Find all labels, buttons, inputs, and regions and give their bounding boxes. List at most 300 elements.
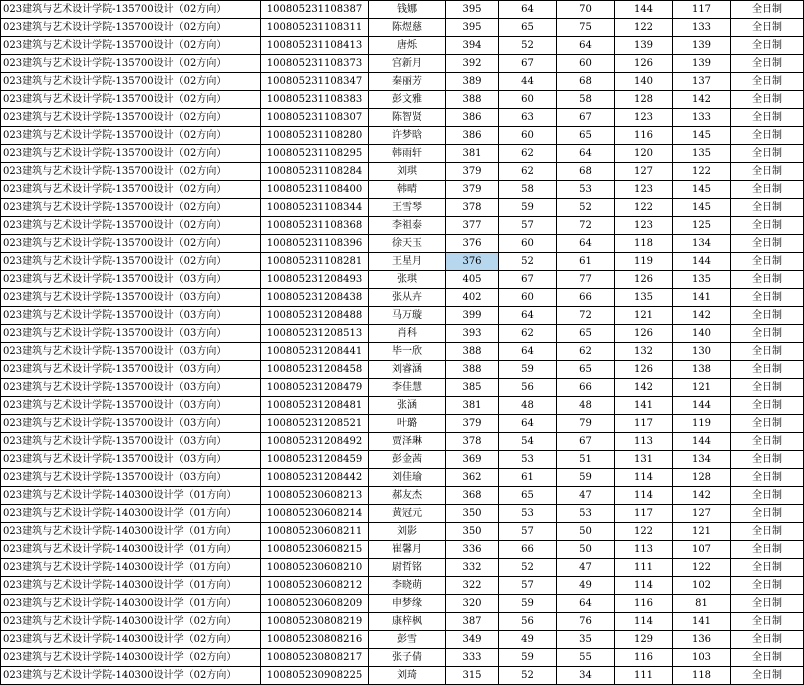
- subject2-score-cell[interactable]: 119: [673, 415, 731, 433]
- english-score-cell[interactable]: 66: [557, 289, 615, 307]
- english-score-cell[interactable]: 61: [557, 253, 615, 271]
- study-mode-cell[interactable]: 全日制: [731, 325, 804, 343]
- study-mode-cell[interactable]: 全日制: [731, 199, 804, 217]
- subject2-score-cell[interactable]: 140: [673, 325, 731, 343]
- study-mode-cell[interactable]: 全日制: [731, 289, 804, 307]
- total-score-cell[interactable]: 388: [446, 361, 499, 379]
- exam-number-cell[interactable]: 100805230608214: [261, 505, 369, 523]
- total-score-cell[interactable]: 332: [446, 559, 499, 577]
- subject2-score-cell[interactable]: 145: [673, 127, 731, 145]
- exam-number-cell[interactable]: 100805231208492: [261, 433, 369, 451]
- total-score-cell[interactable]: 388: [446, 91, 499, 109]
- politics-score-cell[interactable]: 65: [499, 19, 557, 37]
- total-score-cell[interactable]: 322: [446, 577, 499, 595]
- college-major-cell[interactable]: 023建筑与艺术设计学院-140300设计学（01方向）: [1, 487, 261, 505]
- english-score-cell[interactable]: 64: [557, 145, 615, 163]
- college-major-cell[interactable]: 023建筑与艺术设计学院-135700设计（03方向）: [1, 433, 261, 451]
- student-name-cell[interactable]: 刘琪: [369, 163, 446, 181]
- exam-number-cell[interactable]: 100805230608210: [261, 559, 369, 577]
- english-score-cell[interactable]: 58: [557, 91, 615, 109]
- english-score-cell[interactable]: 72: [557, 307, 615, 325]
- subject2-score-cell[interactable]: 135: [673, 145, 731, 163]
- student-name-cell[interactable]: 张子倩: [369, 649, 446, 667]
- politics-score-cell[interactable]: 59: [499, 649, 557, 667]
- english-score-cell[interactable]: 77: [557, 271, 615, 289]
- subject1-score-cell[interactable]: 121: [615, 307, 673, 325]
- exam-number-cell[interactable]: 100805230808219: [261, 613, 369, 631]
- student-name-cell[interactable]: 张涵: [369, 397, 446, 415]
- politics-score-cell[interactable]: 52: [499, 559, 557, 577]
- college-major-cell[interactable]: 023建筑与艺术设计学院-135700设计（02方向）: [1, 73, 261, 91]
- subject2-score-cell[interactable]: 142: [673, 307, 731, 325]
- total-score-cell[interactable]: 368: [446, 487, 499, 505]
- exam-number-cell[interactable]: 100805230608212: [261, 577, 369, 595]
- study-mode-cell[interactable]: 全日制: [731, 55, 804, 73]
- total-score-cell[interactable]: 320: [446, 595, 499, 613]
- study-mode-cell[interactable]: 全日制: [731, 649, 804, 667]
- subject2-score-cell[interactable]: 144: [673, 253, 731, 271]
- politics-score-cell[interactable]: 60: [499, 289, 557, 307]
- study-mode-cell[interactable]: 全日制: [731, 271, 804, 289]
- politics-score-cell[interactable]: 62: [499, 163, 557, 181]
- politics-score-cell[interactable]: 63: [499, 109, 557, 127]
- subject1-score-cell[interactable]: 122: [615, 19, 673, 37]
- college-major-cell[interactable]: 023建筑与艺术设计学院-135700设计（03方向）: [1, 415, 261, 433]
- college-major-cell[interactable]: 023建筑与艺术设计学院-135700设计（03方向）: [1, 379, 261, 397]
- student-name-cell[interactable]: 肖科: [369, 325, 446, 343]
- study-mode-cell[interactable]: 全日制: [731, 73, 804, 91]
- student-name-cell[interactable]: 申梦缘: [369, 595, 446, 613]
- college-major-cell[interactable]: 023建筑与艺术设计学院-135700设计（02方向）: [1, 127, 261, 145]
- english-score-cell[interactable]: 62: [557, 343, 615, 361]
- student-name-cell[interactable]: 王雪琴: [369, 199, 446, 217]
- english-score-cell[interactable]: 47: [557, 559, 615, 577]
- exam-number-cell[interactable]: 100805231108344: [261, 199, 369, 217]
- english-score-cell[interactable]: 59: [557, 469, 615, 487]
- college-major-cell[interactable]: 023建筑与艺术设计学院-135700设计（03方向）: [1, 343, 261, 361]
- english-score-cell[interactable]: 51: [557, 451, 615, 469]
- exam-number-cell[interactable]: 100805231108311: [261, 19, 369, 37]
- politics-score-cell[interactable]: 60: [499, 235, 557, 253]
- politics-score-cell[interactable]: 64: [499, 1, 557, 19]
- subject1-score-cell[interactable]: 114: [615, 613, 673, 631]
- subject1-score-cell[interactable]: 126: [615, 361, 673, 379]
- college-major-cell[interactable]: 023建筑与艺术设计学院-135700设计（02方向）: [1, 253, 261, 271]
- study-mode-cell[interactable]: 全日制: [731, 361, 804, 379]
- subject1-score-cell[interactable]: 117: [615, 415, 673, 433]
- politics-score-cell[interactable]: 67: [499, 271, 557, 289]
- study-mode-cell[interactable]: 全日制: [731, 181, 804, 199]
- subject2-score-cell[interactable]: 102: [673, 577, 731, 595]
- study-mode-cell[interactable]: 全日制: [731, 343, 804, 361]
- college-major-cell[interactable]: 023建筑与艺术设计学院-135700设计（02方向）: [1, 109, 261, 127]
- english-score-cell[interactable]: 50: [557, 541, 615, 559]
- subject1-score-cell[interactable]: 140: [615, 73, 673, 91]
- exam-number-cell[interactable]: 100805231108280: [261, 127, 369, 145]
- subject2-score-cell[interactable]: 139: [673, 37, 731, 55]
- exam-number-cell[interactable]: 100805231108295: [261, 145, 369, 163]
- politics-score-cell[interactable]: 57: [499, 577, 557, 595]
- subject2-score-cell[interactable]: 138: [673, 361, 731, 379]
- student-name-cell[interactable]: 刘睿涵: [369, 361, 446, 379]
- total-score-cell[interactable]: 387: [446, 613, 499, 631]
- study-mode-cell[interactable]: 全日制: [731, 253, 804, 271]
- student-name-cell[interactable]: 彭金茜: [369, 451, 446, 469]
- subject2-score-cell[interactable]: 122: [673, 163, 731, 181]
- subject1-score-cell[interactable]: 118: [615, 235, 673, 253]
- exam-number-cell[interactable]: 100805231108347: [261, 73, 369, 91]
- english-score-cell[interactable]: 72: [557, 217, 615, 235]
- subject1-score-cell[interactable]: 116: [615, 595, 673, 613]
- total-score-cell[interactable]: 379: [446, 415, 499, 433]
- english-score-cell[interactable]: 65: [557, 127, 615, 145]
- study-mode-cell[interactable]: 全日制: [731, 505, 804, 523]
- subject1-score-cell[interactable]: 144: [615, 1, 673, 19]
- student-name-cell[interactable]: 刘琦: [369, 667, 446, 685]
- study-mode-cell[interactable]: 全日制: [731, 109, 804, 127]
- study-mode-cell[interactable]: 全日制: [731, 379, 804, 397]
- student-name-cell[interactable]: 陈智贤: [369, 109, 446, 127]
- college-major-cell[interactable]: 023建筑与艺术设计学院-140300设计学（01方向）: [1, 523, 261, 541]
- politics-score-cell[interactable]: 49: [499, 631, 557, 649]
- politics-score-cell[interactable]: 60: [499, 127, 557, 145]
- total-score-cell[interactable]: 376: [446, 235, 499, 253]
- college-major-cell[interactable]: 023建筑与艺术设计学院-135700设计（02方向）: [1, 199, 261, 217]
- exam-number-cell[interactable]: 100805230808216: [261, 631, 369, 649]
- subject2-score-cell[interactable]: 122: [673, 559, 731, 577]
- total-score-cell[interactable]: 379: [446, 181, 499, 199]
- subject1-score-cell[interactable]: 116: [615, 127, 673, 145]
- subject2-score-cell[interactable]: 135: [673, 271, 731, 289]
- subject2-score-cell[interactable]: 128: [673, 469, 731, 487]
- exam-number-cell[interactable]: 100805231108307: [261, 109, 369, 127]
- subject2-score-cell[interactable]: 133: [673, 109, 731, 127]
- english-score-cell[interactable]: 67: [557, 109, 615, 127]
- politics-score-cell[interactable]: 59: [499, 595, 557, 613]
- total-score-cell[interactable]: 388: [446, 343, 499, 361]
- subject1-score-cell[interactable]: 129: [615, 631, 673, 649]
- subject1-score-cell[interactable]: 114: [615, 487, 673, 505]
- study-mode-cell[interactable]: 全日制: [731, 1, 804, 19]
- college-major-cell[interactable]: 023建筑与艺术设计学院-135700设计（03方向）: [1, 307, 261, 325]
- subject1-score-cell[interactable]: 127: [615, 163, 673, 181]
- student-name-cell[interactable]: 张琪: [369, 271, 446, 289]
- exam-number-cell[interactable]: 100805231108383: [261, 91, 369, 109]
- subject2-score-cell[interactable]: 141: [673, 289, 731, 307]
- college-major-cell[interactable]: 023建筑与艺术设计学院-135700设计（02方向）: [1, 145, 261, 163]
- subject2-score-cell[interactable]: 118: [673, 667, 731, 685]
- total-score-cell[interactable]: 386: [446, 127, 499, 145]
- exam-number-cell[interactable]: 100805231108284: [261, 163, 369, 181]
- subject1-score-cell[interactable]: 122: [615, 523, 673, 541]
- study-mode-cell[interactable]: 全日制: [731, 415, 804, 433]
- subject2-score-cell[interactable]: 117: [673, 1, 731, 19]
- exam-number-cell[interactable]: 100805231108373: [261, 55, 369, 73]
- exam-number-cell[interactable]: 100805231108396: [261, 235, 369, 253]
- subject2-score-cell[interactable]: 130: [673, 343, 731, 361]
- subject1-score-cell[interactable]: 141: [615, 397, 673, 415]
- total-score-cell[interactable]: 376: [446, 253, 499, 271]
- study-mode-cell[interactable]: 全日制: [731, 307, 804, 325]
- student-name-cell[interactable]: 叶璐: [369, 415, 446, 433]
- study-mode-cell[interactable]: 全日制: [731, 397, 804, 415]
- english-score-cell[interactable]: 67: [557, 433, 615, 451]
- college-major-cell[interactable]: 023建筑与艺术设计学院-135700设计（02方向）: [1, 235, 261, 253]
- exam-number-cell[interactable]: 100805231208479: [261, 379, 369, 397]
- subject2-score-cell[interactable]: 144: [673, 433, 731, 451]
- college-major-cell[interactable]: 023建筑与艺术设计学院-140300设计学（02方向）: [1, 613, 261, 631]
- total-score-cell[interactable]: 392: [446, 55, 499, 73]
- english-score-cell[interactable]: 68: [557, 73, 615, 91]
- subject1-score-cell[interactable]: 114: [615, 469, 673, 487]
- subject1-score-cell[interactable]: 116: [615, 649, 673, 667]
- subject1-score-cell[interactable]: 139: [615, 37, 673, 55]
- exam-number-cell[interactable]: 100805230608215: [261, 541, 369, 559]
- subject1-score-cell[interactable]: 131: [615, 451, 673, 469]
- student-name-cell[interactable]: 韩晴: [369, 181, 446, 199]
- exam-number-cell[interactable]: 100805230808217: [261, 649, 369, 667]
- student-name-cell[interactable]: 刘影: [369, 523, 446, 541]
- subject1-score-cell[interactable]: 126: [615, 271, 673, 289]
- total-score-cell[interactable]: 378: [446, 433, 499, 451]
- study-mode-cell[interactable]: 全日制: [731, 559, 804, 577]
- study-mode-cell[interactable]: 全日制: [731, 127, 804, 145]
- study-mode-cell[interactable]: 全日制: [731, 451, 804, 469]
- college-major-cell[interactable]: 023建筑与艺术设计学院-140300设计学（02方向）: [1, 667, 261, 685]
- subject2-score-cell[interactable]: 81: [673, 595, 731, 613]
- study-mode-cell[interactable]: 全日制: [731, 91, 804, 109]
- english-score-cell[interactable]: 35: [557, 631, 615, 649]
- student-name-cell[interactable]: 贾泽琳: [369, 433, 446, 451]
- college-major-cell[interactable]: 023建筑与艺术设计学院-140300设计学（01方向）: [1, 595, 261, 613]
- exam-number-cell[interactable]: 100805231208438: [261, 289, 369, 307]
- study-mode-cell[interactable]: 全日制: [731, 595, 804, 613]
- politics-score-cell[interactable]: 66: [499, 541, 557, 559]
- subject1-score-cell[interactable]: 113: [615, 433, 673, 451]
- student-name-cell[interactable]: 张从卉: [369, 289, 446, 307]
- student-name-cell[interactable]: 徐天玉: [369, 235, 446, 253]
- politics-score-cell[interactable]: 56: [499, 613, 557, 631]
- subject2-score-cell[interactable]: 107: [673, 541, 731, 559]
- politics-score-cell[interactable]: 54: [499, 433, 557, 451]
- total-score-cell[interactable]: 349: [446, 631, 499, 649]
- exam-number-cell[interactable]: 100805231208521: [261, 415, 369, 433]
- english-score-cell[interactable]: 75: [557, 19, 615, 37]
- student-name-cell[interactable]: 唐烁: [369, 37, 446, 55]
- subject1-score-cell[interactable]: 117: [615, 505, 673, 523]
- exam-number-cell[interactable]: 100805231208442: [261, 469, 369, 487]
- english-score-cell[interactable]: 53: [557, 181, 615, 199]
- subject1-score-cell[interactable]: 111: [615, 667, 673, 685]
- subject1-score-cell[interactable]: 119: [615, 253, 673, 271]
- total-score-cell[interactable]: 399: [446, 307, 499, 325]
- subject1-score-cell[interactable]: 128: [615, 91, 673, 109]
- politics-score-cell[interactable]: 57: [499, 523, 557, 541]
- politics-score-cell[interactable]: 59: [499, 199, 557, 217]
- english-score-cell[interactable]: 34: [557, 667, 615, 685]
- exam-number-cell[interactable]: 100805231108387: [261, 1, 369, 19]
- study-mode-cell[interactable]: 全日制: [731, 145, 804, 163]
- subject1-score-cell[interactable]: 120: [615, 145, 673, 163]
- college-major-cell[interactable]: 023建筑与艺术设计学院-140300设计学（02方向）: [1, 631, 261, 649]
- study-mode-cell[interactable]: 全日制: [731, 235, 804, 253]
- english-score-cell[interactable]: 49: [557, 577, 615, 595]
- college-major-cell[interactable]: 023建筑与艺术设计学院-140300设计学（01方向）: [1, 541, 261, 559]
- english-score-cell[interactable]: 52: [557, 199, 615, 217]
- politics-score-cell[interactable]: 64: [499, 415, 557, 433]
- politics-score-cell[interactable]: 62: [499, 145, 557, 163]
- college-major-cell[interactable]: 023建筑与艺术设计学院-135700设计（03方向）: [1, 361, 261, 379]
- total-score-cell[interactable]: 336: [446, 541, 499, 559]
- politics-score-cell[interactable]: 64: [499, 307, 557, 325]
- exam-number-cell[interactable]: 100805230608209: [261, 595, 369, 613]
- total-score-cell[interactable]: 395: [446, 1, 499, 19]
- student-name-cell[interactable]: 秦丽芳: [369, 73, 446, 91]
- total-score-cell[interactable]: 315: [446, 667, 499, 685]
- study-mode-cell[interactable]: 全日制: [731, 577, 804, 595]
- subject1-score-cell[interactable]: 132: [615, 343, 673, 361]
- total-score-cell[interactable]: 381: [446, 397, 499, 415]
- student-name-cell[interactable]: 李晓萌: [369, 577, 446, 595]
- politics-score-cell[interactable]: 53: [499, 451, 557, 469]
- politics-score-cell[interactable]: 58: [499, 181, 557, 199]
- study-mode-cell[interactable]: 全日制: [731, 613, 804, 631]
- exam-number-cell[interactable]: 100805231108368: [261, 217, 369, 235]
- student-name-cell[interactable]: 毕一欣: [369, 343, 446, 361]
- subject1-score-cell[interactable]: 123: [615, 109, 673, 127]
- subject2-score-cell[interactable]: 121: [673, 379, 731, 397]
- subject1-score-cell[interactable]: 122: [615, 199, 673, 217]
- english-score-cell[interactable]: 64: [557, 595, 615, 613]
- subject2-score-cell[interactable]: 145: [673, 199, 731, 217]
- english-score-cell[interactable]: 64: [557, 37, 615, 55]
- english-score-cell[interactable]: 48: [557, 397, 615, 415]
- exam-number-cell[interactable]: 100805231208459: [261, 451, 369, 469]
- student-name-cell[interactable]: 刘佳瑜: [369, 469, 446, 487]
- college-major-cell[interactable]: 023建筑与艺术设计学院-140300设计学（01方向）: [1, 505, 261, 523]
- college-major-cell[interactable]: 023建筑与艺术设计学院-140300设计学（01方向）: [1, 577, 261, 595]
- study-mode-cell[interactable]: 全日制: [731, 469, 804, 487]
- english-score-cell[interactable]: 79: [557, 415, 615, 433]
- total-score-cell[interactable]: 395: [446, 19, 499, 37]
- student-name-cell[interactable]: 尉哲铭: [369, 559, 446, 577]
- college-major-cell[interactable]: 023建筑与艺术设计学院-135700设计（02方向）: [1, 37, 261, 55]
- exam-number-cell[interactable]: 100805231208441: [261, 343, 369, 361]
- exam-number-cell[interactable]: 100805231208458: [261, 361, 369, 379]
- study-mode-cell[interactable]: 全日制: [731, 163, 804, 181]
- subject2-score-cell[interactable]: 134: [673, 235, 731, 253]
- total-score-cell[interactable]: 393: [446, 325, 499, 343]
- study-mode-cell[interactable]: 全日制: [731, 433, 804, 451]
- english-score-cell[interactable]: 55: [557, 649, 615, 667]
- subject2-score-cell[interactable]: 125: [673, 217, 731, 235]
- total-score-cell[interactable]: 378: [446, 199, 499, 217]
- exam-number-cell[interactable]: 100805230608213: [261, 487, 369, 505]
- study-mode-cell[interactable]: 全日制: [731, 523, 804, 541]
- politics-score-cell[interactable]: 44: [499, 73, 557, 91]
- politics-score-cell[interactable]: 56: [499, 379, 557, 397]
- total-score-cell[interactable]: 394: [446, 37, 499, 55]
- college-major-cell[interactable]: 023建筑与艺术设计学院-135700设计（03方向）: [1, 469, 261, 487]
- study-mode-cell[interactable]: 全日制: [731, 37, 804, 55]
- student-name-cell[interactable]: 黄冠元: [369, 505, 446, 523]
- total-score-cell[interactable]: 333: [446, 649, 499, 667]
- english-score-cell[interactable]: 64: [557, 235, 615, 253]
- total-score-cell[interactable]: 377: [446, 217, 499, 235]
- subject2-score-cell[interactable]: 103: [673, 649, 731, 667]
- english-score-cell[interactable]: 66: [557, 379, 615, 397]
- subject1-score-cell[interactable]: 142: [615, 379, 673, 397]
- subject2-score-cell[interactable]: 121: [673, 523, 731, 541]
- subject1-score-cell[interactable]: 123: [615, 181, 673, 199]
- college-major-cell[interactable]: 023建筑与艺术设计学院-135700设计（03方向）: [1, 271, 261, 289]
- subject1-score-cell[interactable]: 126: [615, 55, 673, 73]
- politics-score-cell[interactable]: 64: [499, 343, 557, 361]
- subject2-score-cell[interactable]: 144: [673, 397, 731, 415]
- total-score-cell[interactable]: 405: [446, 271, 499, 289]
- college-major-cell[interactable]: 023建筑与艺术设计学院-135700设计（03方向）: [1, 397, 261, 415]
- english-score-cell[interactable]: 47: [557, 487, 615, 505]
- college-major-cell[interactable]: 023建筑与艺术设计学院-135700设计（02方向）: [1, 163, 261, 181]
- student-name-cell[interactable]: 彭文雅: [369, 91, 446, 109]
- college-major-cell[interactable]: 023建筑与艺术设计学院-135700设计（02方向）: [1, 217, 261, 235]
- study-mode-cell[interactable]: 全日制: [731, 667, 804, 685]
- english-score-cell[interactable]: 65: [557, 361, 615, 379]
- student-name-cell[interactable]: 康梓枫: [369, 613, 446, 631]
- total-score-cell[interactable]: 379: [446, 163, 499, 181]
- politics-score-cell[interactable]: 52: [499, 667, 557, 685]
- student-name-cell[interactable]: 宫新月: [369, 55, 446, 73]
- english-score-cell[interactable]: 76: [557, 613, 615, 631]
- subject1-score-cell[interactable]: 135: [615, 289, 673, 307]
- politics-score-cell[interactable]: 59: [499, 361, 557, 379]
- student-name-cell[interactable]: 彭雪: [369, 631, 446, 649]
- subject1-score-cell[interactable]: 111: [615, 559, 673, 577]
- exam-number-cell[interactable]: 100805230608211: [261, 523, 369, 541]
- exam-number-cell[interactable]: 100805230908225: [261, 667, 369, 685]
- english-score-cell[interactable]: 60: [557, 55, 615, 73]
- subject2-score-cell[interactable]: 141: [673, 613, 731, 631]
- english-score-cell[interactable]: 53: [557, 505, 615, 523]
- student-name-cell[interactable]: 马万璇: [369, 307, 446, 325]
- exam-number-cell[interactable]: 100805231108413: [261, 37, 369, 55]
- college-major-cell[interactable]: 023建筑与艺术设计学院-135700设计（02方向）: [1, 1, 261, 19]
- college-major-cell[interactable]: 023建筑与艺术设计学院-135700设计（03方向）: [1, 325, 261, 343]
- study-mode-cell[interactable]: 全日制: [731, 19, 804, 37]
- student-name-cell[interactable]: 陈煜慈: [369, 19, 446, 37]
- english-score-cell[interactable]: 70: [557, 1, 615, 19]
- student-name-cell[interactable]: 王星月: [369, 253, 446, 271]
- politics-score-cell[interactable]: 60: [499, 91, 557, 109]
- student-name-cell[interactable]: 钱娜: [369, 1, 446, 19]
- english-score-cell[interactable]: 68: [557, 163, 615, 181]
- english-score-cell[interactable]: 65: [557, 325, 615, 343]
- student-name-cell[interactable]: 李佳慧: [369, 379, 446, 397]
- subject2-score-cell[interactable]: 127: [673, 505, 731, 523]
- subject2-score-cell[interactable]: 136: [673, 631, 731, 649]
- student-name-cell[interactable]: 崔馨月: [369, 541, 446, 559]
- politics-score-cell[interactable]: 62: [499, 325, 557, 343]
- subject2-score-cell[interactable]: 142: [673, 487, 731, 505]
- exam-number-cell[interactable]: 100805231208493: [261, 271, 369, 289]
- college-major-cell[interactable]: 023建筑与艺术设计学院-140300设计学（01方向）: [1, 559, 261, 577]
- total-score-cell[interactable]: 402: [446, 289, 499, 307]
- total-score-cell[interactable]: 350: [446, 523, 499, 541]
- total-score-cell[interactable]: 381: [446, 145, 499, 163]
- student-name-cell[interactable]: 许梦晗: [369, 127, 446, 145]
- subject1-score-cell[interactable]: 123: [615, 217, 673, 235]
- subject1-score-cell[interactable]: 114: [615, 577, 673, 595]
